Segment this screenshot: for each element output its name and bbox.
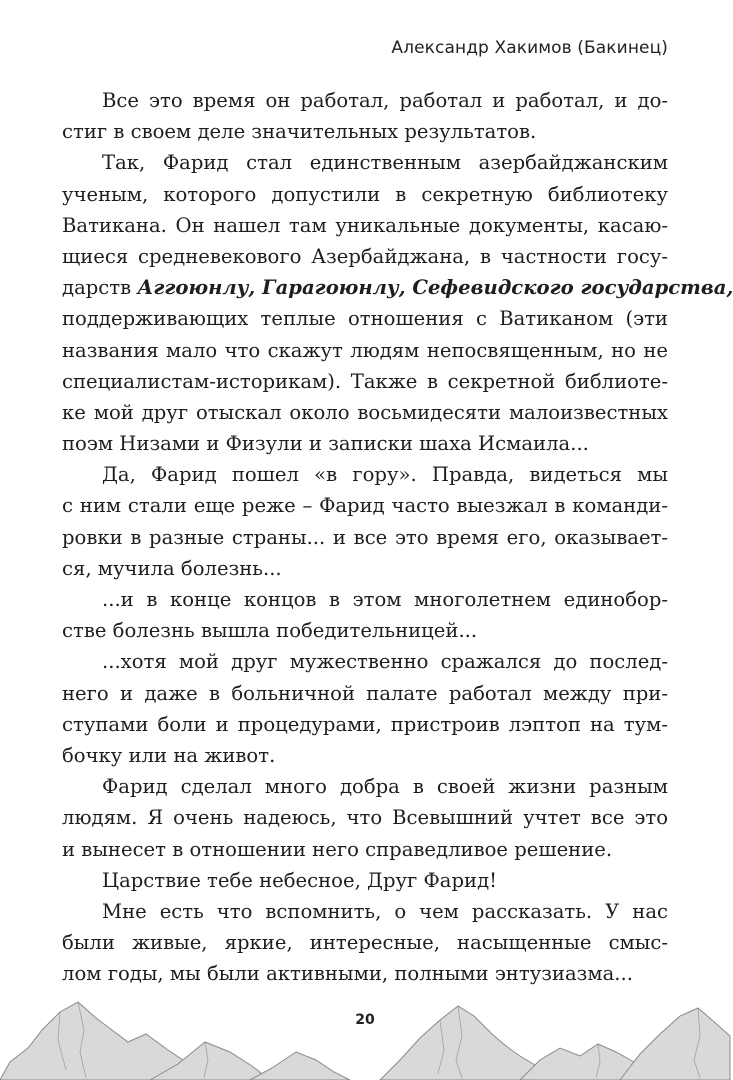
text-line: [62, 179, 668, 210]
text-line: [62, 709, 668, 740]
text-line-content: поддерживающих теплые отношения с Ватиканом (эти: [62, 307, 668, 331]
page-number: 20: [355, 1012, 375, 1028]
text-line-content: Фарид сделал много добра в своей жизни разным: [102, 775, 668, 799]
text-line: [62, 85, 668, 116]
text-line-content: ступами боли и процедурами, пристроив лэптоп на тум-: [62, 712, 668, 736]
text-line-content: Ватикана. Он нашел там уникальные документы, касаю-: [62, 213, 668, 237]
text-line: [62, 958, 668, 989]
text-line-content: Все это время он работал, работал и работал, и до-: [102, 89, 668, 112]
text-line: [62, 459, 668, 490]
text-line: [62, 147, 668, 178]
text-line-content: стве болезнь вышла победительницей...: [62, 619, 478, 643]
text-line-content: ...хотя мой друг мужественно сражался до послед-: [102, 650, 668, 674]
mountain-decoration-icon: [0, 990, 730, 1080]
text-line-content: бочку или на живот.: [62, 743, 276, 767]
text-line-content: Мне есть что вспомнить, о чем рассказать. У нас: [102, 899, 668, 923]
text-line: [62, 802, 668, 833]
text-line: [62, 646, 668, 677]
text-line-content: ке мой друг отыскал около восьмидесяти малоизвестных: [62, 400, 668, 424]
text-line: [62, 553, 668, 584]
text-line: [62, 490, 668, 521]
body-text: [62, 85, 733, 989]
text-line: [62, 834, 668, 865]
text-line: [62, 771, 668, 802]
text-line-content: Так, Фарид стал единственным азербайджанским: [102, 151, 668, 175]
text-line: [62, 210, 668, 241]
text-line-content: него и даже в больничной палате работал между при-: [62, 681, 668, 705]
text-line: [62, 241, 668, 272]
text-line-content: стиг в своем деле значительных результатов.: [62, 120, 537, 144]
text-line-content: щиеся средневекового Азербайджана, в частности госу-: [62, 244, 668, 268]
text-line: [62, 896, 668, 927]
text-line: [62, 303, 668, 334]
text-line: [62, 522, 668, 553]
text-line: [62, 927, 668, 958]
text-line: [62, 584, 668, 615]
text-line-content: названия мало что скажут людям непосвященным, но не: [62, 338, 668, 362]
text-line-content: лом годы, мы были активными, полными энтузиазма...: [62, 962, 633, 986]
text-line: [62, 678, 668, 709]
emphasized-state-names: Аггоюнлу, Гарагоюнлу, Сефевидского государства,: [137, 276, 733, 300]
text-line: [62, 272, 733, 303]
text-line-content: ...и в конце концов в этом многолетнем единобор-: [102, 588, 668, 611]
text-line-content: дарств: [62, 276, 138, 300]
text-line: [62, 865, 668, 896]
text-line-content: специалистам-историкам). Также в секретной библиоте-: [62, 369, 668, 393]
text-line-content: были живые, яркие, интересные, насыщенные смыс-: [62, 931, 668, 955]
text-line: [62, 397, 668, 428]
text-line: [62, 335, 668, 366]
text-line-content: ровки в разные страны... и все это время его, оказывает-: [62, 525, 668, 549]
text-line-content: и вынесет в отношении него справедливое решение.: [62, 837, 613, 861]
text-line-content: ся, мучила болезнь...: [62, 556, 282, 580]
text-line: [62, 116, 668, 147]
text-line-content: с ним стали еще реже – Фарид часто выезжал в команди-: [62, 494, 668, 518]
text-line: [62, 428, 668, 459]
text-line: [62, 366, 668, 397]
text-line-content: ученым, которого допустили в секретную библиотеку: [62, 182, 668, 206]
text-line-content: людям. Я очень надеюсь, что Всевышний учтет все это: [62, 806, 668, 830]
text-line-content: Царствие тебе небесное, Друг Фарид!: [102, 868, 498, 892]
text-line-content: поэм Низами и Физули и записки шаха Исмаила...: [62, 432, 589, 456]
running-head-author: Александр Хакимов (Бакинец): [391, 38, 668, 58]
text-line: [62, 615, 668, 646]
text-line-content: Да, Фарид пошел «в гору». Правда, видеться мы: [102, 463, 668, 487]
text-line: [62, 740, 668, 771]
